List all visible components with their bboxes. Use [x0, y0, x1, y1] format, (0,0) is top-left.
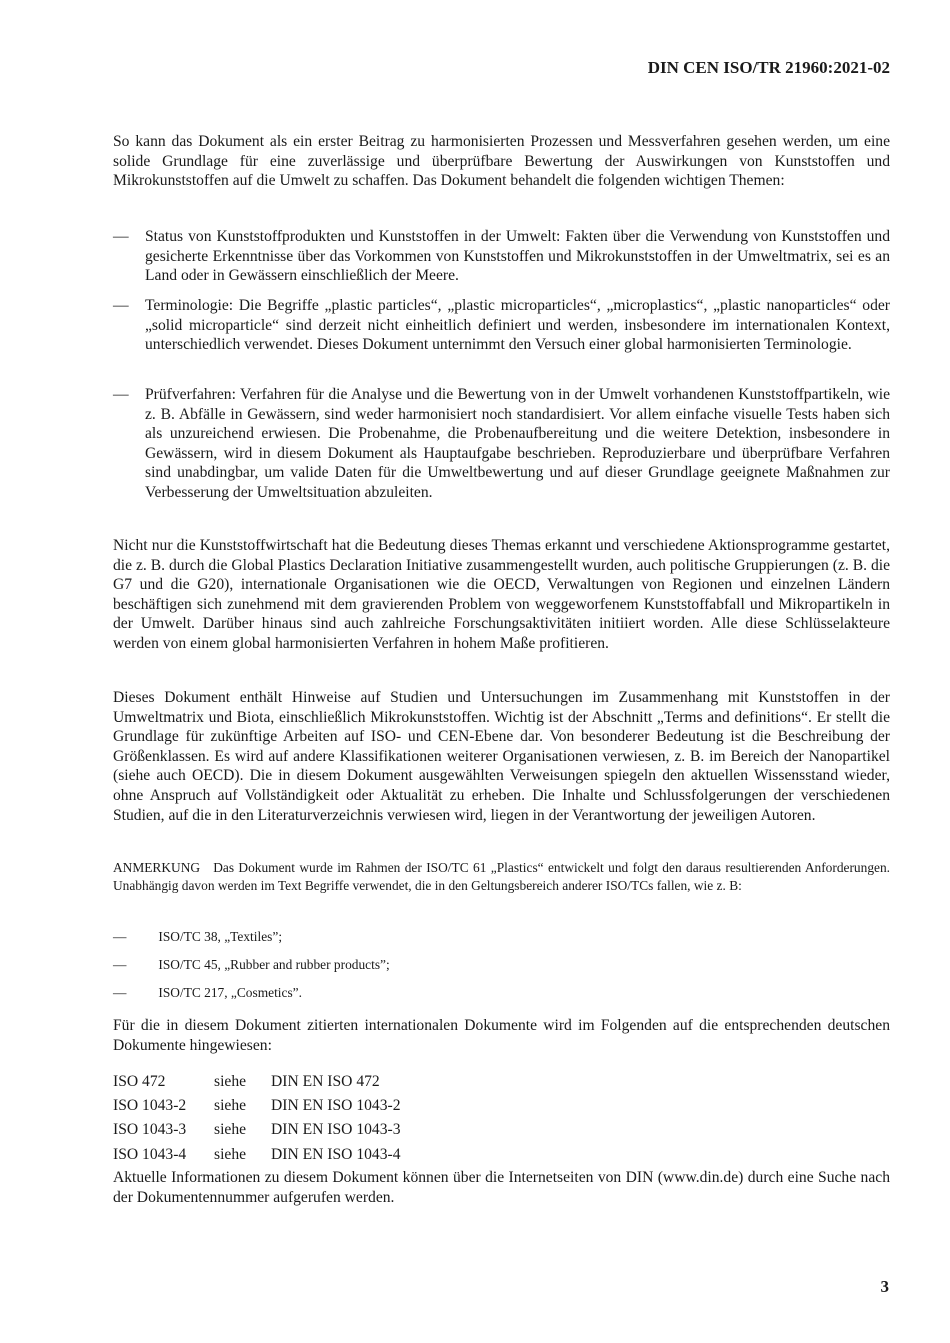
note-item-text: ISO/TC 45, „Rubber and rubber products”; [158, 957, 390, 972]
dash-marker: — [113, 985, 127, 1000]
see-label: siehe [214, 1097, 247, 1114]
iso-ref: ISO 1043-3 [113, 1121, 187, 1138]
iso-ref: ISO 1043-2 [113, 1097, 187, 1114]
dash-marker: — [113, 297, 129, 314]
dash-marker: — [113, 228, 129, 245]
bullet-text: Terminologie: Die Begriffe „plastic particles“, „plastic microparticles“, „microplastics“, „plastic nanoparticles“ oder „solid microparticle“ sind derzeit nicht einheitlich definiert und werden, insbesondere im internationalen Kontext, unterschiedlich verwendet. Dieses Dokument unternimmt den Versuch einer global harmonisierten Terminologie. [145, 297, 890, 354]
din-ref: DIN EN ISO 1043-4 [271, 1146, 401, 1163]
paragraph-intro: So kann das Dokument als ein erster Beitrag zu harmonisierten Prozessen und Messverfahren gesehen werden, um eine solide Grundlage für eine zuverlässige und überprüfbare Bewertung der Auswirkungen von Kunststoffen und Mikrokunststoffen auf die Umwelt zu schaffen. Das Dokument behandelt die folgenden wichtigen Themen: [113, 133, 890, 190]
din-ref: DIN EN ISO 1043-3 [271, 1121, 401, 1138]
see-label: siehe [214, 1121, 247, 1138]
bullet-text: Status von Kunststoffprodukten und Kunststoffen in der Umwelt: Fakten über die Verwendung von Kunststoffen und gesicherte Erkenntnisse über das Vorkommen von Kunststoffen und Mikrokunststoffen in der Umweltmatrix, sei es an Land oder in Gewässern einschließlich der Meere. [145, 228, 890, 285]
dash-marker: — [113, 386, 129, 403]
paragraph-references-intro: Für die in diesem Dokument zitierten internationalen Dokumente wird im Folgenden auf die entsprechenden deutschen Dokumente hingewiesen: [113, 1017, 890, 1054]
din-ref: DIN EN ISO 472 [271, 1073, 380, 1090]
see-label: siehe [214, 1073, 247, 1090]
paragraph-stakeholders: Nicht nur die Kunststoffwirtschaft hat die Bedeutung dieses Themas erkannt und verschiedene Aktionsprogramme gestartet, die z. B. durch die Global Plastics Declaration Initiative zusammengestellt wurden, auch politische Gruppierungen (z. B. die G7 und die G20), internationale Organisationen wie die OECD, Verwaltungen von Regionen und einzelnen Ländern beschäftigen sich zunehmend mit dem gravierenden Problem von weggeworfenem Kunststoffabfall und Mikropartikeln in der Umwelt. Darüber hinaus sind auch zahlreiche Forschungsaktivitäten initiiert worden. Alle diese Schlüsselakteure werden von einem global harmonisierten Verfahren in hohem Maße profitieren. [113, 537, 890, 652]
page-number: 3 [880, 1277, 889, 1296]
note-item-text: ISO/TC 217, „Cosmetics”. [158, 985, 302, 1000]
document-header: DIN CEN ISO/TR 21960:2021-02 [647, 58, 890, 77]
paragraph-content: Dieses Dokument enthält Hinweise auf Studien und Untersuchungen im Zusammenhang mit Kunststoffen in der Umweltmatrix und Biota, einschließlich Mikrokunststoffen. Wichtig ist der Abschnitt „Terms and definitions“. Er stellt die Grundlage für zukünftige Arbeiten auf ISO- und CEN-Ebene dar. Von besonderer Bedeutung ist die Beschreibung der Größenklassen. Es wird auf andere Klassifikationen weiterer Organisationen verwiesen, z. B. im Bereich der Nanopartikel (siehe auch OECD). Die in diesem Dokument ausgewählten Verweisungen spiegeln den aktuellen Wissensstand wieder, ohne Anspruch auf Vollständigkeit oder Aktualität zu erheben. Die Inhalte und Schlussfolgerungen der verschiedenen Studien, auf die in den Literaturverzeichnis verwiesen wird, liegen in der Verantwortung der jeweiligen Autoren. [113, 689, 890, 824]
bullet-item [113, 296, 890, 355]
iso-ref: ISO 1043-4 [113, 1146, 187, 1163]
see-label: siehe [214, 1146, 247, 1163]
bullet-item [113, 385, 890, 503]
note-item-text: ISO/TC 38, „Textiles”; [158, 929, 283, 944]
din-ref: DIN EN ISO 1043-2 [271, 1097, 401, 1114]
note [113, 859, 890, 895]
note-label: ANMERKUNG [113, 860, 201, 875]
iso-ref: ISO 472 [113, 1073, 166, 1090]
bullet-item [113, 227, 890, 286]
paragraph-din-info: Aktuelle Informationen zu diesem Dokument können über die Internetseiten von DIN (www.din.de) durch eine Suche nach der Dokumentennummer aufgerufen werden. [113, 1169, 890, 1206]
dash-marker: — [113, 929, 127, 944]
dash-marker: — [113, 957, 127, 972]
note-text: Das Dokument wurde im Rahmen der ISO/TC 61 „Plastics“ entwickelt und folgt den daraus resultierenden Anforderungen. Unabhängig davon werden im Text Begriffe verwendet, die in den Geltungsbereich anderer ISO/TCs fallen, wie z. B: [113, 860, 890, 893]
note-list-item [113, 957, 390, 973]
note-list-item [113, 929, 282, 945]
note-list-item [113, 985, 302, 1001]
bullet-text: Prüfverfahren: Verfahren für die Analyse und die Bewertung von in der Umwelt vorhandenen Kunststoffpartikeln, wie z. B. Abfälle in Gewässern, sind weder harmonisiert noch standardisiert. Vor allem einfache visuelle Tests haben sich als unzureichend erwiesen. Die Probenahme, die Probenaufbereitung und die weitere Detektion, insbesondere in Gewässern, wird in diesem Dokument als Hauptaufgabe beschrieben. Reproduzierbare und überprüfbare Verfahren sind unabdingbar, um valide Daten für die Umweltbewertung und auf dieser Grundlage geeignete Maßnahmen zur Verbesserung der Umweltsituation abzuleiten. [145, 386, 890, 501]
